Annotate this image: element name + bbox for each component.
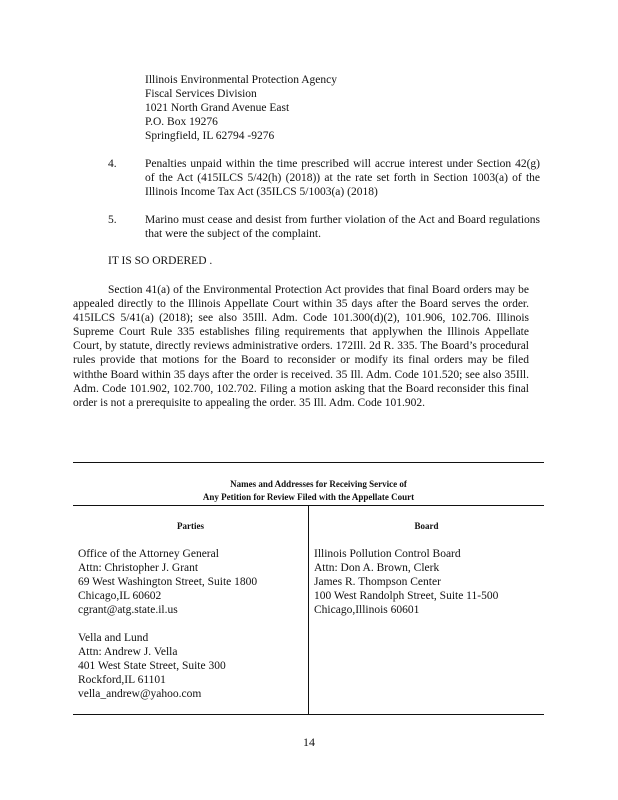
table-top-rule [73,462,544,463]
board-line: James R. Thompson Center [314,576,441,588]
board-line: Chicago,Illinois 60601 [314,604,420,616]
address-line: Springfield, IL 62794 -9276 [145,130,275,142]
service-title-line: Any Petition for Review Filed with the Appellate Court [202,492,415,502]
page-number: 14 [303,735,315,749]
address-line: 1021 North Grand Avenue East [145,102,290,114]
table-bottom-rule [73,714,544,715]
parties-header: Parties [177,521,204,531]
payment-address-block [145,73,337,143]
appeal-rights-paragraph: Section 41(a) of the Environmental Protection Act provides that final Board orders may be appealed directly to the Illinois Appellate Court within 35 days after the Board serves the order. 415ILCS 5/41(a) (2018); see also 35Ill. Adm. Code 101.300(d)(2), 101.906, 102.706. Illinois Supreme Court Rule 335 establishes filing requirements that applywhen the Illinois Appellate Court, by statute, directly reviews administrative orders. 172Ill. 2d R. 335. The Board’s procedural rules provide that motions for the Board to reconsider or modify its final orders may be filed withthe Board within 35 days after the order is received. 35 Ill. Adm. Code 101.520; see also 35Ill. Adm. Code 101.902, 102.700, 102.702. Filing a motion asking that the Board reconsider this final order is not a prerequisite to appealing the order. 35 Ill. Adm. Code 101.902. [73,284,529,409]
board-line: Illinois Pollution Control Board [314,548,461,560]
item-text: Penalties unpaid within the time prescribed will accrue interest under Section 42(g) of the Act (415ILCS 5/42(h) (2018)) at the rate set forth in Section 1003(a) of the Illinois Income Tax Act (35ILCS 5/1003(a) (2018) [145,158,540,198]
service-title-line: Names and Addresses for Receiving Service of [230,479,407,489]
board-line: Attn: Don A. Brown, Clerk [314,562,440,574]
item-text: Marino must cease and desist from further violation of the Act and Board regulations that were the subject of the complaint. [145,214,540,240]
board-address [314,547,498,617]
address-line: Illinois Environmental Protection Agency [145,74,337,86]
party-line: Vella and Lund [78,632,149,644]
party-vella-lund [78,631,226,701]
party-email: vella_andrew@yahoo.com [78,688,202,700]
party-line: 401 West State Street, Suite 300 [78,660,226,672]
party-line: Rockford,IL 61101 [78,674,166,686]
party-line: Attn: Christopher J. Grant [78,562,199,574]
address-line: P.O. Box 19276 [145,116,218,128]
board-line: 100 West Randolph Street, Suite 11-500 [314,590,499,602]
address-line: Fiscal Services Division [145,88,257,100]
party-attorney-general [78,547,257,617]
service-table-title [73,478,544,504]
party-line: 69 West Washington Street, Suite 1800 [78,576,258,588]
table-column-divider [308,505,309,714]
party-email: cgrant@atg.state.il.us [78,604,178,616]
party-line: Chicago,IL 60602 [78,590,162,602]
board-header: Board [414,521,439,531]
party-line: Attn: Andrew J. Vella [78,646,178,658]
so-ordered-line: IT IS SO ORDERED . [108,255,213,267]
item-number: 5. [108,214,117,226]
item-number: 4. [108,158,117,170]
party-line: Office of the Attorney General [78,548,219,560]
